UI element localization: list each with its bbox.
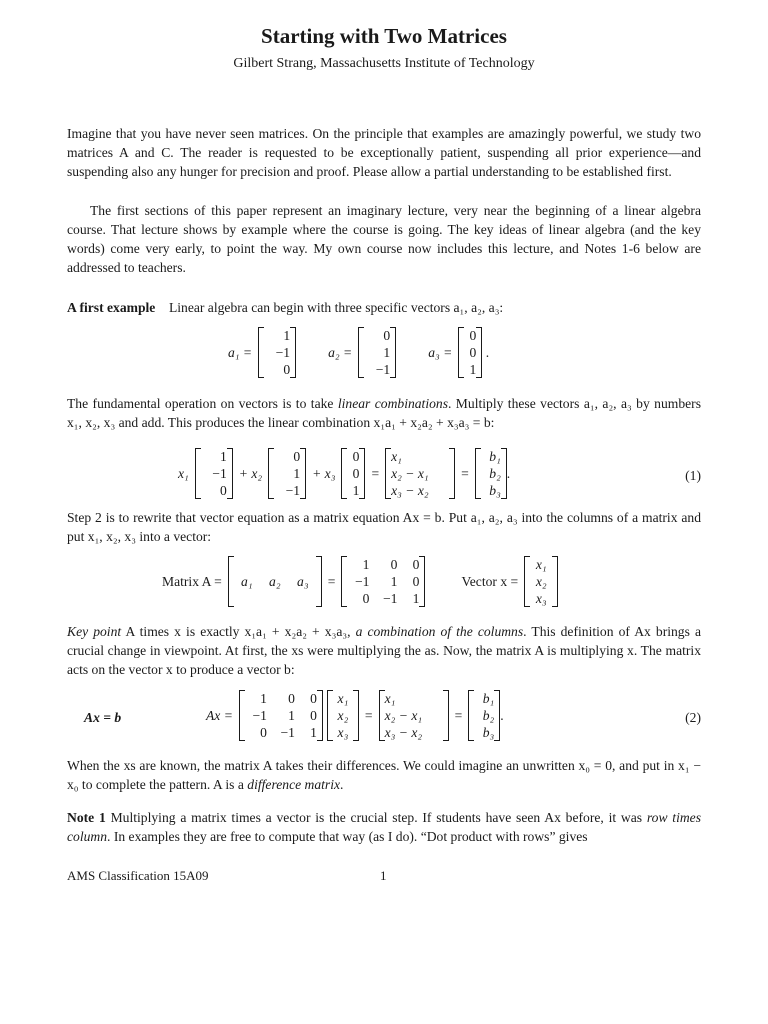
difference-text-2: . — [340, 777, 344, 792]
eq1-equals: = — [371, 466, 380, 481]
eq2-side-label: Ax = b — [84, 710, 122, 725]
eq1-plus-x3: + x₃ — [312, 466, 336, 481]
vector-a3-entry: 0 — [469, 345, 477, 360]
eq2-b-entry: b₃ — [482, 725, 495, 740]
matrix-a-entry: 0 — [412, 574, 420, 589]
equation-2 — [200, 690, 504, 741]
eq1-entry: −1 — [285, 483, 301, 498]
first-example-paragraph — [67, 298, 701, 317]
vector-a3-entry: 0 — [469, 328, 477, 343]
eq1-result-entry: x₃ − x₂ — [391, 483, 429, 498]
eq1-b-entry: b₁ — [489, 449, 501, 464]
eq2-matrix-entry: 1 — [260, 691, 267, 706]
lc-text-2: . Multiply these vectors a₁, a₂, a₃ by numbers x₁, x₂, x₃ and add. This produces the linear combination x₁a₁ + x₂a₂ + x₃a₃ = b: — [67, 396, 701, 430]
vector-a3 — [458, 327, 482, 378]
eq1-entry: 0 — [352, 466, 360, 481]
eq1-result-vector — [385, 448, 455, 499]
eq1-period: . — [506, 466, 511, 481]
first-example-text: Linear algebra can begin with three specific vectors a₁, a₂, a₃: — [168, 300, 504, 315]
matrix-a-entry: 0 — [412, 557, 420, 572]
eq1-entry: 1 — [352, 483, 360, 498]
key-point-label: Key point — [67, 624, 122, 639]
vectors-equation: a₁ = 1 −1 0 a₂ = 0 1 −1 a₃ = 0 0 1 . — [222, 327, 489, 378]
matrix-a-entry: −1 — [382, 591, 398, 606]
eq1-entry: 1 — [293, 466, 301, 481]
key-point-text-2: . This definition of Ax brings a crucial change in viewpoint. At first, the xs were multiplying the as. Now, the matrix A is multiplying x. The matrix acts on the vector x to produce a vector b: — [67, 624, 702, 677]
vector-a2 — [358, 327, 396, 378]
lc-text-emphasis: linear combinations — [337, 396, 448, 411]
eq2-equals: = — [364, 708, 373, 723]
intro-paragraph-1: Imagine that you have never seen matrices. On the principle that examples are amazingly powerful, we study two matrices A and C. The reader is requested to be exceptionally patient, suspending all prior experience—and suspending also any hunger for precision and proof. Please allow a partial understanding to be established first. — [67, 126, 701, 179]
eq2-matrix-entry: −1 — [280, 725, 295, 740]
column-a3: a₃ — [297, 574, 309, 589]
vector-a2-entry: −1 — [375, 362, 391, 377]
equation-2-number: (2) — [685, 710, 701, 725]
eq1-b-entry: b₃ — [489, 483, 501, 498]
matrix-a-entry: 0 — [362, 591, 370, 606]
matrix-a — [341, 556, 425, 607]
eq2-matrix-entry: 0 — [260, 725, 267, 740]
note-1-label: Note 1 — [67, 810, 106, 825]
eq1-b-vector — [475, 448, 507, 499]
vector-x — [524, 556, 558, 607]
matrix-columns — [228, 556, 322, 607]
eq1-entry: 1 — [219, 449, 227, 464]
vector-x-entry: x₁ — [535, 557, 547, 572]
difference-text-1: When the xs are known, the matrix A takes their differences. We could imagine an unwritten x₀ = 0, and put in x₁ − x₀ to complete the pattern. A is a — [67, 758, 701, 792]
eq2-lhs: Ax = — [206, 708, 233, 723]
equation-1-number: (1) — [685, 468, 701, 483]
eq1-entry: 0 — [352, 449, 360, 464]
matrix-a-entry: 1 — [412, 591, 420, 606]
ams-classification: AMS Classification 15A09 — [67, 868, 209, 883]
eq1-vector-3 — [341, 448, 365, 499]
matrix-equals: = — [327, 574, 336, 589]
eq2-result-vector — [379, 690, 449, 741]
difference-matrix-paragraph — [67, 756, 701, 794]
eq1-entry: −1 — [212, 466, 227, 481]
vector-a1-entry: −1 — [275, 345, 291, 360]
eq2-matrix-entry: −1 — [252, 708, 267, 723]
eq2-matrix-entry: 0 — [310, 691, 317, 706]
eq1-x1: x₁ — [178, 466, 189, 481]
column-a1: a₁ — [241, 574, 253, 589]
vector-a3-entry: 1 — [469, 362, 477, 377]
vector-x-label: Vector x = — [461, 574, 519, 589]
paper-title: Starting with Two Matrices — [261, 24, 507, 48]
vector-a1-entry: 1 — [283, 328, 291, 343]
eq2-vector-x — [327, 690, 359, 741]
matrix-a-entry: −1 — [354, 574, 370, 589]
eq2-x-entry: x₃ — [337, 725, 349, 740]
vector-a2-entry: 1 — [383, 345, 391, 360]
page-number: 1 — [380, 868, 387, 883]
note-1-text-2: . In examples they are free to compute that way (as I do). “Dot product with rows” gives — [107, 829, 588, 844]
linear-combination-paragraph — [67, 394, 701, 432]
vector-a1-entry: 0 — [283, 362, 291, 377]
vector-x-entry: x₃ — [535, 591, 547, 606]
a1-label: a₁ = — [228, 345, 253, 360]
eq2-matrix-entry: 1 — [310, 725, 317, 740]
eq1-b-entry: b₂ — [489, 466, 501, 481]
eq1-equals-2: = — [461, 466, 469, 481]
vector-a1 — [258, 327, 296, 378]
eq2-period: . — [500, 708, 504, 723]
eq2-matrix-entry: 0 — [310, 708, 317, 723]
equation-1 — [172, 448, 510, 499]
note-1-text-1: Multiplying a matrix times a vector is the crucial step. If students have seen Ax before, it was — [105, 810, 647, 825]
key-point-paragraph — [67, 622, 701, 679]
column-a2: a₂ — [269, 574, 281, 589]
lc-text-1: The fundamental operation on vectors is to take — [67, 396, 338, 411]
eq1-entry: 0 — [219, 483, 227, 498]
key-point-emphasis: a combination of the columns — [355, 624, 524, 639]
eq2-result-entry: x₂ − x₁ — [384, 708, 423, 723]
eq1-entry: 0 — [293, 449, 301, 464]
first-example-heading: A first example — [67, 300, 156, 315]
eq2-x-entry: x₂ — [337, 708, 349, 723]
eq2-x-entry: x₁ — [337, 691, 349, 706]
eq1-vector-2 — [268, 448, 306, 499]
eq2-b-entry: b₁ — [482, 691, 495, 706]
matrix-a-label: Matrix A = — [162, 574, 222, 589]
vector-a2-entry: 0 — [383, 328, 391, 343]
note-1-paragraph — [67, 808, 701, 846]
difference-emphasis: difference matrix — [247, 777, 341, 792]
matrix-a-entry: 1 — [362, 557, 370, 572]
eq2-matrix-a — [239, 690, 323, 741]
note-1-emphasis: row times column — [67, 810, 701, 844]
intro-paragraph-2: The first sections of this paper represent an imaginary lecture, very near the beginning of a linear algebra course. That lecture shows by example where the course is going. The key ideas of linear algebra (and the key words) come very early, to point the way. My own course now includes this lecture, and Notes 1-6 below are addressed to teachers. — [67, 203, 701, 275]
eq2-b-vector — [468, 690, 500, 741]
eq1-plus-x2: + x₂ — [238, 466, 263, 481]
a2-label: a₂ = — [328, 345, 353, 360]
eq1-vector-1 — [195, 448, 233, 499]
matrix-a-entry: 1 — [390, 574, 398, 589]
paper-author: Gilbert Strang, Massachusetts Institute of Technology — [233, 56, 535, 71]
matrix-definition — [156, 556, 558, 607]
eq1-result-entry: x₂ − x₁ — [391, 466, 429, 481]
a3-label: a₃ = — [428, 345, 453, 360]
key-point-text-1: A times x is exactly x₁a₁ + x₂a₂ + x₃a₃, — [121, 624, 356, 639]
eq1-result-entry: x₁ — [391, 449, 402, 464]
eq2-b-entry: b₂ — [482, 708, 495, 723]
eq2-matrix-entry: 1 — [288, 708, 295, 723]
matrix-a-entry: 0 — [390, 557, 398, 572]
eq2-result-entry: x₃ − x₂ — [384, 725, 423, 740]
eq2-matrix-entry: 0 — [288, 691, 295, 706]
eq2-result-entry: x₁ — [384, 691, 396, 706]
eq2-equals-2: = — [454, 708, 463, 723]
vector-x-entry: x₂ — [535, 574, 547, 589]
step2-paragraph: Step 2 is to rewrite that vector equation as a matrix equation Ax = b. Put a₁, a₂, a₃ into the columns of a matrix and put x₁, x₂, x₃ into a vector: — [67, 510, 701, 544]
